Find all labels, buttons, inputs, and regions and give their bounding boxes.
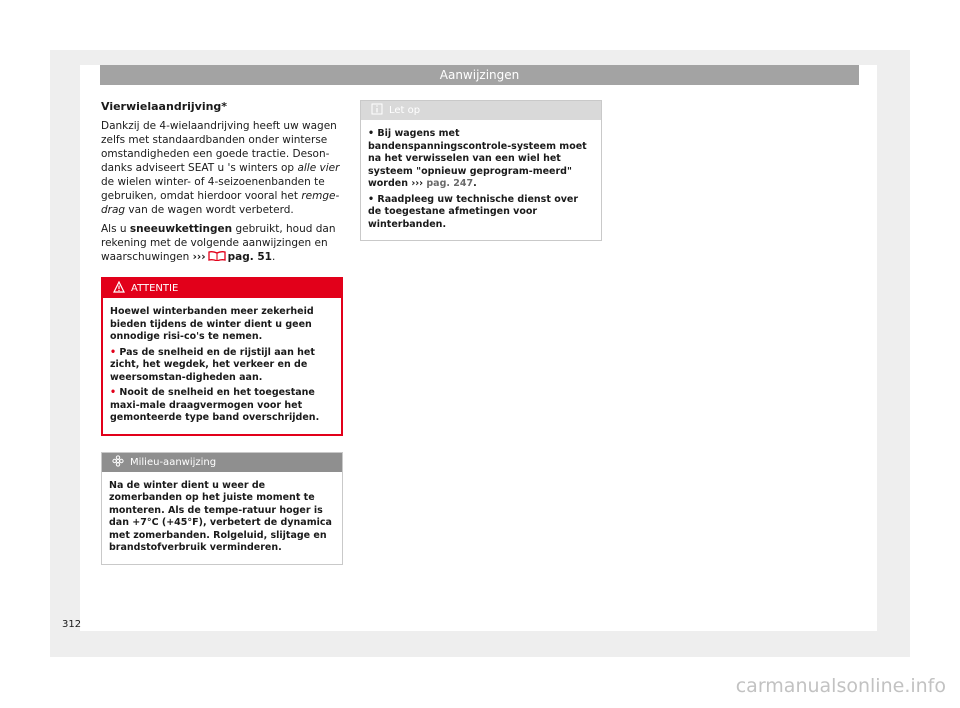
note-box [360,100,602,241]
reference-arrow: ››› [192,251,206,263]
environment-body [102,472,342,564]
page-reference-link[interactable]: pag. 51 [227,251,272,263]
flower-icon [112,455,124,467]
section-heading: Vierwielaandrijving* [101,100,228,113]
note-body [361,120,601,240]
reference-arrow: ››› [411,178,424,189]
paragraph-snow-chains: Als u sneeuwkettingen gebruikt, houd dan rekening met de volgende aanwijzingen en waarschuwingen ››› pag. 51. [101,223,336,263]
page-number: 312 [62,619,82,630]
attention-intro: Hoewel winterbanden meer zekerheid bieden tijdens de winter dient u geen onnodige risi-co's te nemen. [110,306,314,342]
environment-text: Na de winter dient u weer de zomerbanden op het juiste moment te monteren. Als de tempe-ratuur hoger is dan +7°C (+45°F), verbetert de dynamica met zomerbanden. Rolgeluid, slijtage en brandstofverbruik verminderen. [109,479,332,553]
note-item: • Bij wagens met bandenspanningscontrole-systeem moet na het verwisselen van een wiel het systeem "opnieuw geprogram-meerd" worden ››› pag. 247. [368,128,587,189]
watermark: carmanualsonline.info [735,675,946,697]
attention-header: ATTENTIE [103,279,341,298]
attention-item: • Pas de snelheid en de rijstijl aan het zicht, het wegdek, het verkeer en de weersomstan-digheden aan. [110,346,315,383]
attention-body [103,298,341,434]
paragraph-4wd: Dankzij de 4-wielaandrijving heeft uw wagen zelfs met standaardbanden onder winterse omstandigheden een goede tractie. Deson-danks adviseert SEAT u 's winters op alle vier de wielen winter- of 4-seizoenenbanden te gebruiken, omdat hierdoor vooral het remge-drag van de wagen wordt verbeterd. [101,120,340,216]
environment-header: Milieu-aanwijzing [102,453,342,472]
info-icon [371,103,383,115]
environment-box [101,452,343,565]
attention-box [101,277,343,436]
page-reference-link[interactable]: pag. 247 [426,178,474,189]
chapter-header: Aanwijzingen [100,65,859,85]
attention-item: • Nooit de snelheid en het toegestane maxi-male draagvermogen voor het gemonteerde type band overschrijden. [110,387,320,423]
book-icon [208,251,226,261]
middle-column [360,100,602,241]
warning-icon [113,281,125,293]
note-item: • Raadpleeg uw technische dienst over de toegestane afmetingen voor winterbanden. [368,193,579,230]
left-column [101,100,343,565]
note-header: Let op [361,101,601,120]
